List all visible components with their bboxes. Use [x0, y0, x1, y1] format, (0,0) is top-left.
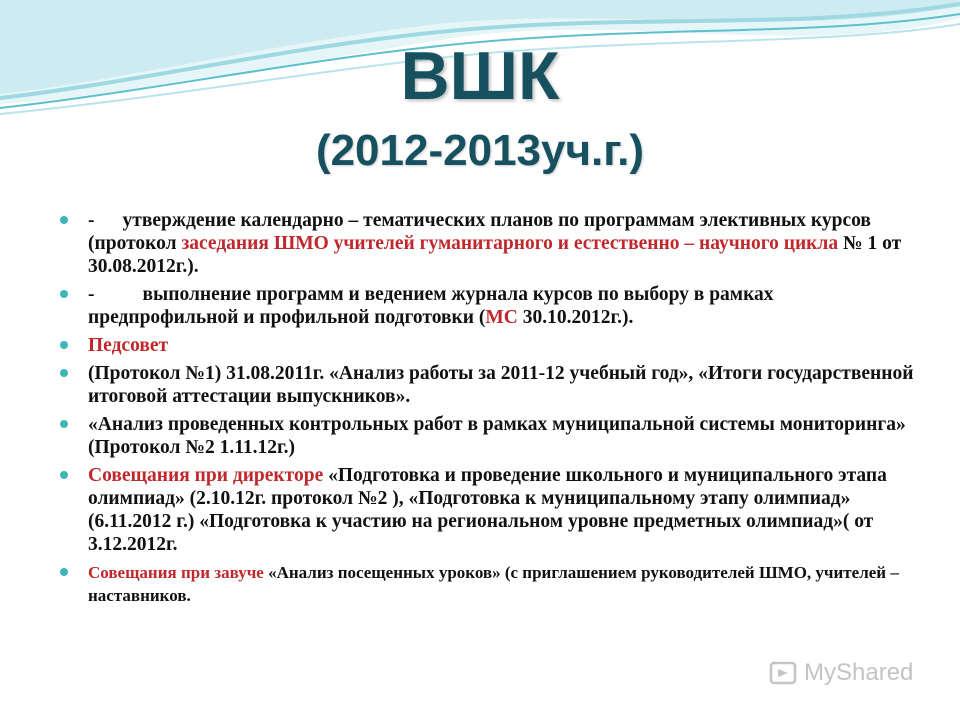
page-subtitle: (2012-2013уч.г.) [315, 126, 645, 175]
list-item [60, 464, 920, 556]
item-dash: - [88, 284, 95, 305]
item-dash: - [88, 210, 95, 231]
item-highlight: Педсовет [88, 335, 169, 356]
item-highlight: Совещания при директоре [88, 465, 324, 486]
watermark-label: MyShared [804, 659, 914, 686]
item-text: «Анализ проведенных контрольных работ в рамках муниципальной системы мониторинга» (Протокол №2 1.11.12г.) [88, 414, 906, 458]
bullet-icon [60, 420, 68, 428]
item-text: утверждение календарно – тематических планов по программам элективных курсов (протокол [88, 210, 871, 254]
bullet-icon [60, 568, 68, 576]
item-text: (Протокол №1) 31.08.2011г. «Анализ работы за 2011-12 учебный год», «Итоги государственной итоговой аттестации выпускников». [88, 363, 914, 407]
list-item [60, 561, 920, 607]
item-text: выполнение программ и ведением журнала курсов по выбору в рамках предпрофильной и профильной подготовки ( [88, 284, 774, 328]
list-item [60, 209, 920, 278]
item-highlight: МС [485, 307, 518, 328]
item-text-tail: 30.10.2012г.). [517, 307, 634, 328]
item-text-tail: № 1 от 30.08.2012г.). [88, 233, 902, 277]
bullet-icon [60, 341, 68, 349]
bullet-icon [60, 471, 68, 479]
list-item [60, 334, 920, 357]
list-item [60, 283, 920, 329]
item-highlight: Совещания при завуче [88, 563, 264, 582]
page-title: ВШК [400, 38, 560, 114]
list-item [60, 413, 920, 459]
myshared-logo-icon [768, 658, 798, 688]
item-highlight: заседания ШМО учителей гуманитарного и естественно – научного цикла [181, 233, 839, 254]
list-item [60, 362, 920, 408]
bullet-icon [60, 290, 68, 298]
bullet-icon [60, 216, 68, 224]
bullet-list [60, 209, 920, 612]
item-text: «Анализ посещенных уроков» (с приглашением руководителей ШМО, учителей – наставников. [88, 563, 899, 605]
bullet-icon [60, 369, 68, 377]
item-text: «Подготовка и проведение школьного и муниципального этапа олимпиад» (2.10.12г. протокол №2 ), «Подготовка к муниципальному этапу олимпиад» (6.11.2012 г.) «Подготовка к участию на региональном уровне предметных олимпиад»( от 3.12.2012г. [88, 465, 887, 555]
myshared-watermark[interactable] [768, 656, 913, 690]
